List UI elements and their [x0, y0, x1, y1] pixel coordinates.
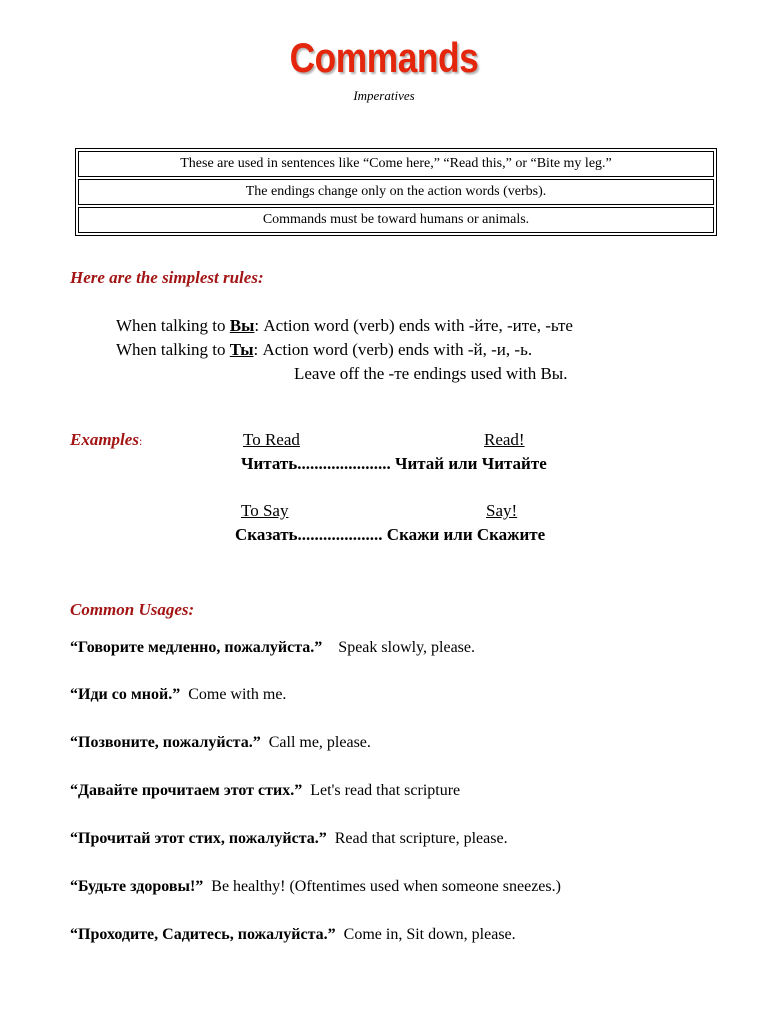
page-title: Commands — [289, 34, 479, 81]
usage-item: “Говорите медленно, пожалуйста.” Speak slowly, please. — [70, 639, 476, 656]
rule-text: : Action word (verb) ends with -й, -и, -ь. — [253, 340, 533, 359]
rule-prefix: When talking to — [116, 340, 230, 359]
examples-heading: Examples: — [70, 430, 143, 449]
example-english-command: Read! — [484, 430, 525, 449]
usage-item: “Давайте прочитаем этот стих.” Let's read that scripture — [70, 782, 461, 799]
usages-heading: Common Usages: — [70, 600, 195, 619]
intro-table — [75, 148, 717, 236]
example-russian-line: Сказать.................... Скажи или Скажите — [235, 525, 546, 544]
rule-vy — [116, 316, 573, 336]
example-russian-line: Читать...................... Читай или Читайте — [241, 454, 547, 473]
usage-item: “Прочитай этот стих, пожалуйста.” Read that scripture, please. — [70, 830, 508, 847]
page-subtitle: Imperatives — [353, 88, 415, 103]
example-english: To Read — [243, 430, 300, 449]
rule-note: Leave off the -те endings used with Вы. — [294, 364, 568, 383]
intro-row: These are used in sentences like “Come here,” “Read this,” or “Bite my leg.” — [78, 151, 714, 177]
usage-item: “Позвоните, пожалуйста.” Call me, please. — [70, 734, 371, 751]
usage-item: “Будьте здоровы!” Be healthy! (Oftentimes used when someone sneezes.) — [70, 878, 561, 895]
pronoun-vy: Вы — [229, 316, 255, 335]
intro-row: The endings change only on the action words (verbs). — [78, 179, 714, 205]
example-english: To Say — [241, 501, 289, 520]
intro-row: Commands must be toward humans or animals. — [78, 207, 714, 233]
pronoun-ty: Ты — [229, 340, 254, 359]
rule-text: : Action word (verb) ends with -йте, -ите, -ьте — [254, 316, 573, 335]
rule-prefix: When talking to — [116, 316, 230, 335]
rule-ty — [116, 340, 532, 360]
rules-heading: Here are the simplest rules: — [70, 268, 264, 287]
example-english-command: Say! — [486, 501, 518, 520]
usage-item: “Проходите, Садитесь, пожалуйста.” Come in, Sit down, please. — [70, 926, 516, 943]
usage-item: “Иди со мной.” Come with me. — [70, 686, 287, 703]
